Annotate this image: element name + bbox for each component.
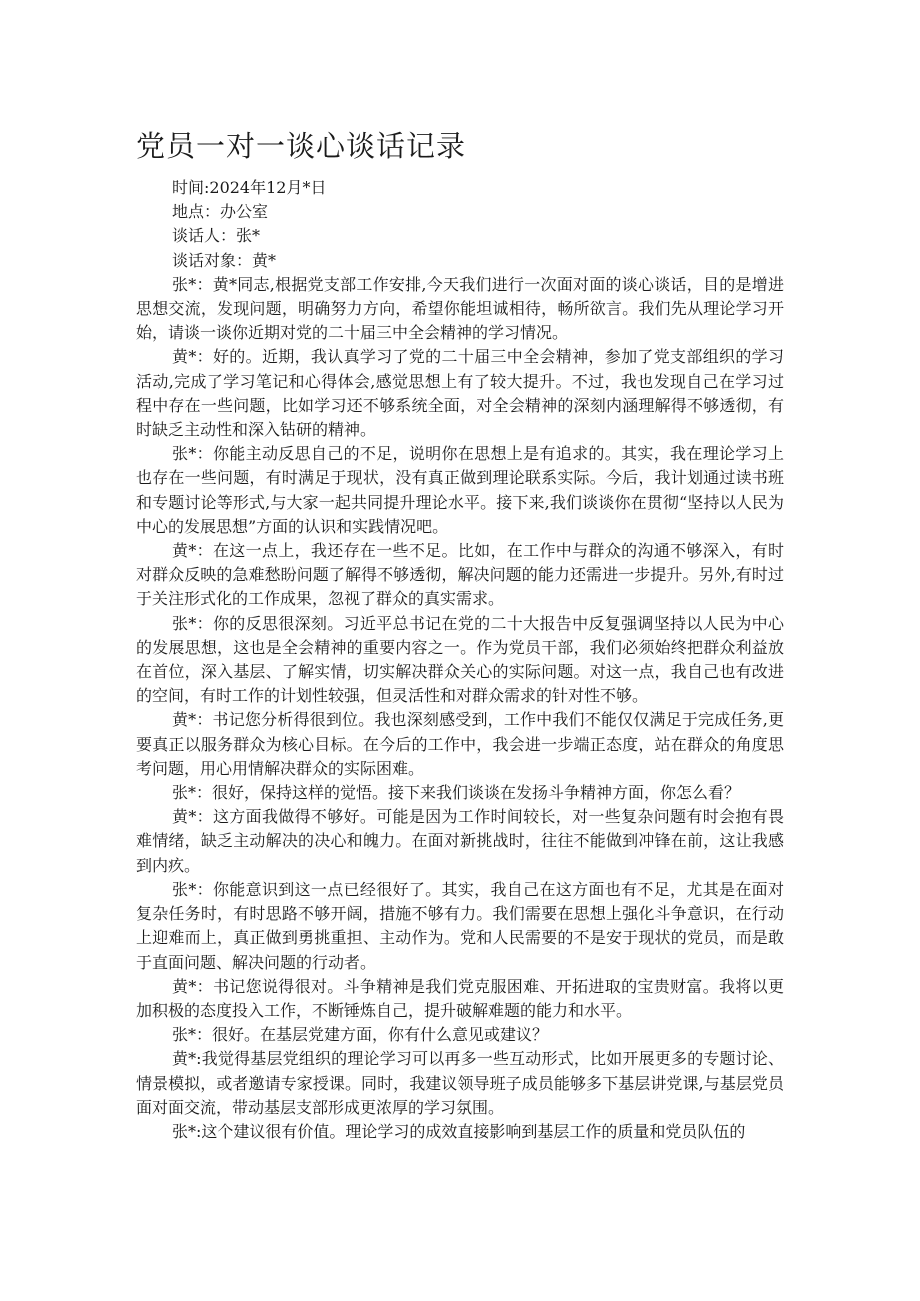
dialogue-body <box>136 273 784 1144</box>
meta-interviewee: 谈话对象：黄* <box>172 250 277 270</box>
dialogue-paragraph: 张*：你的反思很深刻。习近平总书记在党的二十大报告中反复强调坚持以人民为中心的发展思想，这也是全会精神的重要内容之一。作为党员干部，我们必须始终把群众利益放在首位，深入基层、了解实情，切实解决群众关心的实际问题。对这一点，我自己也有改进的空间，有时工作的计划性较强，但灵活性和对群众需求的针对性不够。 <box>136 613 784 706</box>
meta-interviewer: 谈话人：张* <box>172 226 261 246</box>
meta-location: 地点：办公室 <box>172 202 269 222</box>
document-title: 党员一对一谈心谈话记录 <box>136 129 467 163</box>
dialogue-paragraph: 张*：黄*同志,根据党支部工作安排,今天我们进行一次面对面的谈心谈话，目的是增进思想交流，发现问题，明确努力方向，希望你能坦诚相待，畅所欲言。我们先从理论学习开始，请谈一谈你近期对党的二十届三中全会精神的学习情况。 <box>136 274 784 343</box>
dialogue-paragraph: 张*：你能意识到这一点已经很好了。其实，我自己在这方面也有不足，尤其是在面对复杂任务时，有时思路不够开阔，措施不够有力。我们需要在思想上强化斗争意识，在行动上迎难而上，真正做到勇挑重担、主动作为。党和人民需要的不是安于现状的党员，而是敢于直面问题、解决问题的行动者。 <box>136 879 784 972</box>
dialogue-paragraph: 张*：很好，保持这样的觉悟。接下来我们谈谈在发扬斗争精神方面，你怎么看？ <box>172 783 741 803</box>
dialogue-paragraph: 张*:这个建议很有价值。理论学习的成效直接影响到基层工作的质量和党员队伍的 <box>172 1121 746 1141</box>
dialogue-paragraph: 黄*:我觉得基层党组织的理论学习可以再多一些互动形式，比如开展更多的专题讨论、情景模拟，或者邀请专家授课。同时，我建议领导班子成员能够多下基层讲党课,与基层党员面对面交流，带动基层支部形成更浓厚的学习氛围。 <box>136 1049 784 1117</box>
dialogue-paragraph: 黄*：这方面我做得不够好。可能是因为工作时间较长，对一些复杂问题有时会抱有畏难情绪，缺乏主动解决的决心和魄力。在面对新挑战时，往往不能做到冲锋在前，这让我感到内疚。 <box>136 807 784 875</box>
dialogue-paragraph: 黄*：书记您说得很对。斗争精神是我们党克服困难、开拓进取的宝贵财富。我将以更加积极的态度投入工作，不断锤炼自己，提升破解难题的能力和水平。 <box>136 976 784 1020</box>
dialogue-paragraph: 张*：很好。在基层党建方面，你有什么意见或建议？ <box>172 1025 549 1045</box>
dialogue-paragraph: 张*：你能主动反思自己的不足，说明你在思想上是有追求的。其实，我在理论学习上也存在一些问题，有时满足于现状，没有真正做到理论联系实际。今后，我计划通过读书班和专题讨论等形式,与大家一起共同提升理论水平。接下来,我们谈谈你在贯彻“坚持以人民为中心的发展思想”方面的认识和实践情况吧。 <box>136 444 784 536</box>
dialogue-paragraph: 黄*：书记您分析得很到位。我也深刻感受到，工作中我们不能仅仅满足于完成任务,更要真正以服务群众为核心目标。在今后的工作中，我会进一步端正态度，站在群众的角度思考问题，用心用情解决群众的实际困难。 <box>136 710 784 778</box>
document-page <box>136 128 784 1144</box>
dialogue-paragraph: 黄*：在这一点上，我还存在一些不足。比如，在工作中与群众的沟通不够深入，有时对群众反映的急难愁盼问题了解得不够透彻，解决问题的能力还需进一步提升。另外,有时过于关注形式化的工作成果，忽视了群众的真实需求。 <box>136 541 784 609</box>
meta-time: 时间:2024年12月*日 <box>172 178 327 197</box>
dialogue-paragraph: 黄*：好的。近期，我认真学习了党的二十届三中全会精神，参加了党支部组织的学习活动,完成了学习笔记和心得体会,感觉思想上有了较大提升。不过，我也发现自己在学习过程中存在一些问题，比如学习还不够系统全面，对全会精神的深刻内涵理解得不够透彻，有时缺乏主动性和深入钻研的精神。 <box>136 347 784 440</box>
meta-block <box>136 176 784 273</box>
